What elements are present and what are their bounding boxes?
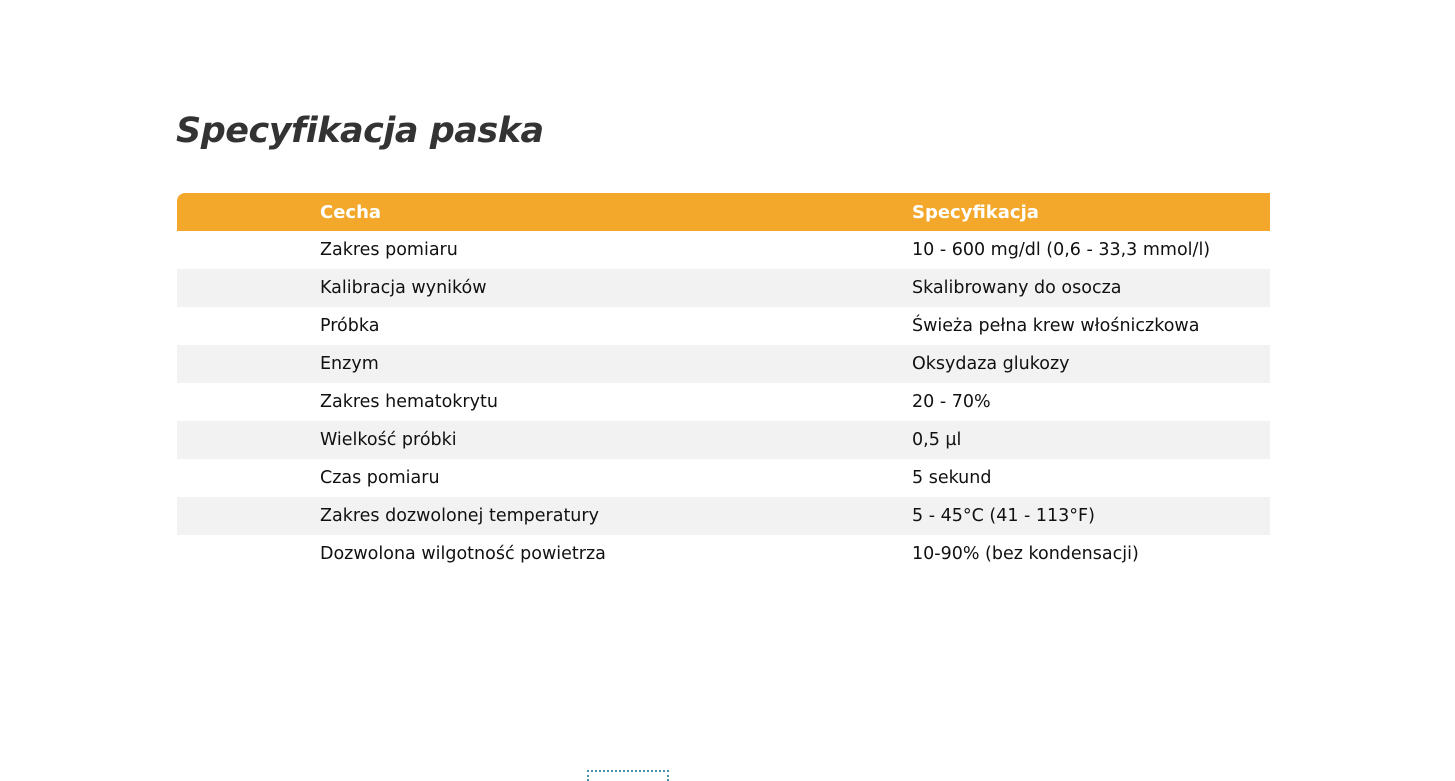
row-spec: 0,5 µl xyxy=(912,430,962,450)
header-specification: Specyfikacja xyxy=(912,201,1039,223)
specification-table xyxy=(177,193,1270,573)
row-spec: 10 - 600 mg/dl (0,6 - 33,3 mmol/l) xyxy=(912,240,1211,260)
row-feature: Kalibracja wyników xyxy=(320,278,487,298)
table-row xyxy=(177,307,1270,345)
row-spec: Oksydaza glukozy xyxy=(912,354,1070,374)
row-spec: 10-90% (bez kondensacji) xyxy=(912,544,1139,564)
row-spec: 20 - 70% xyxy=(912,392,991,412)
row-feature: Próbka xyxy=(320,316,380,336)
table-row xyxy=(177,421,1270,459)
table-header xyxy=(177,193,1270,231)
table-row xyxy=(177,497,1270,535)
table-row xyxy=(177,459,1270,497)
footer-dotted-frame xyxy=(587,770,669,781)
table-row xyxy=(177,383,1270,421)
row-feature: Zakres pomiaru xyxy=(320,240,458,260)
row-spec: 5 sekund xyxy=(912,468,992,488)
row-feature: Czas pomiaru xyxy=(320,468,440,488)
row-spec: 5 - 45°C (41 - 113°F) xyxy=(912,506,1095,526)
row-spec: Skalibrowany do osocza xyxy=(912,278,1122,298)
row-feature: Enzym xyxy=(320,354,379,374)
row-feature: Dozwolona wilgotność powietrza xyxy=(320,544,606,564)
table-row xyxy=(177,535,1270,573)
row-feature: Wielkość próbki xyxy=(320,430,457,450)
table-row xyxy=(177,345,1270,383)
page-title: Specyfikacja paska xyxy=(176,111,544,151)
row-feature: Zakres hematokrytu xyxy=(320,392,498,412)
row-spec: Świeża pełna krew włośniczkowa xyxy=(912,316,1200,336)
row-feature: Zakres dozwolonej temperatury xyxy=(320,506,599,526)
table-row xyxy=(177,269,1270,307)
table-row xyxy=(177,231,1270,269)
header-feature: Cecha xyxy=(320,201,382,223)
